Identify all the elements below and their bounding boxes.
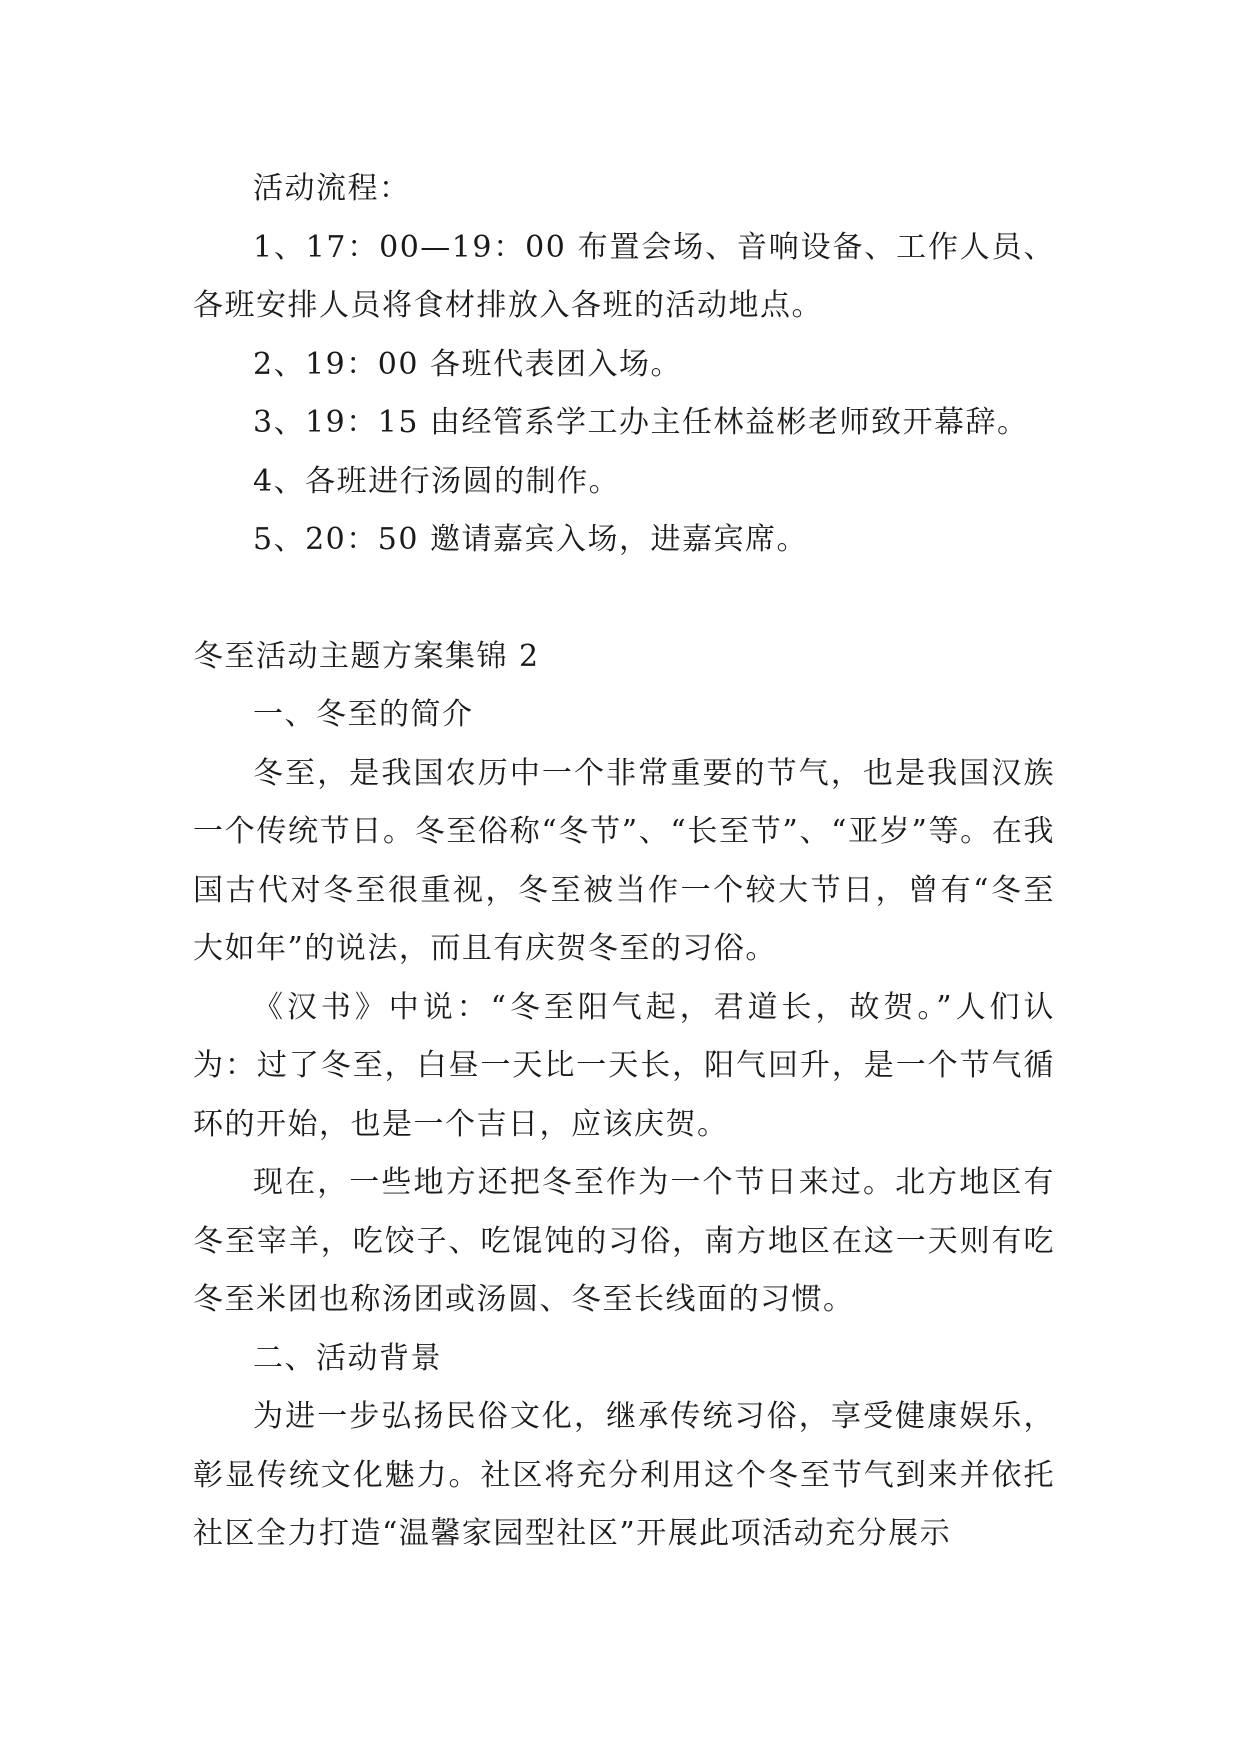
heading-intro: 一、冬至的简介 — [253, 697, 474, 732]
paragraph-hanshu: 《汉书》中说：“冬至阳气起，君道长，故贺。”人们认为：过了冬至，白昼一天比一天长，阳气回升，是一个节气循环的开始，也是一个吉日，应该庆贺。 — [193, 989, 1055, 1142]
flow-step-3: 3、19：15 由经管系学工办主任林益彬老师致开幕辞。 — [253, 405, 1029, 440]
flow-step-2: 2、19：00 各班代表团入场。 — [253, 346, 682, 382]
paragraph-customs: 现在，一些地方还把冬至作为一个节日来过。北方地区有冬至宰羊，吃饺子、吃馄饨的习俗，南方地区在这一天则有吃冬至米团也称汤团或汤圆、冬至长线面的习惯。 — [193, 1165, 1055, 1317]
section-title: 冬至活动主题方案集锦 2 — [193, 638, 540, 674]
document-body — [193, 160, 1055, 1564]
flow-step-4: 4、各班进行汤圆的制作。 — [253, 463, 621, 499]
flow-step-5: 5、20：50 邀请嘉宾入场，进嘉宾席。 — [253, 522, 808, 557]
flow-step-1: 1、17：00—19：00 布置会场、音响设备、工作人员、各班安排人员将食材排放入各班的活动地点。 — [193, 229, 1055, 323]
paragraph-background: 为进一步弘扬民俗文化，继承传统习俗，享受健康娱乐，彰显传统文化魅力。社区将充分利用这个冬至节气到来并依托社区全力打造“温馨家园型社区”开展此项活动充分展示 — [193, 1399, 1055, 1551]
flow-heading: 活动流程： — [253, 171, 411, 206]
heading-background: 二、活动背景 — [253, 1340, 442, 1376]
paragraph-intro: 冬至，是我国农历中一个非常重要的节气，也是我国汉族一个传统节日。冬至俗称“冬节”、“长至节”、“亚岁”等。在我国古代对冬至很重视，冬至被当作一个较大节日，曾有“冬至大如年”的说法，而且有庆贺冬至的习俗。 — [193, 755, 1055, 966]
